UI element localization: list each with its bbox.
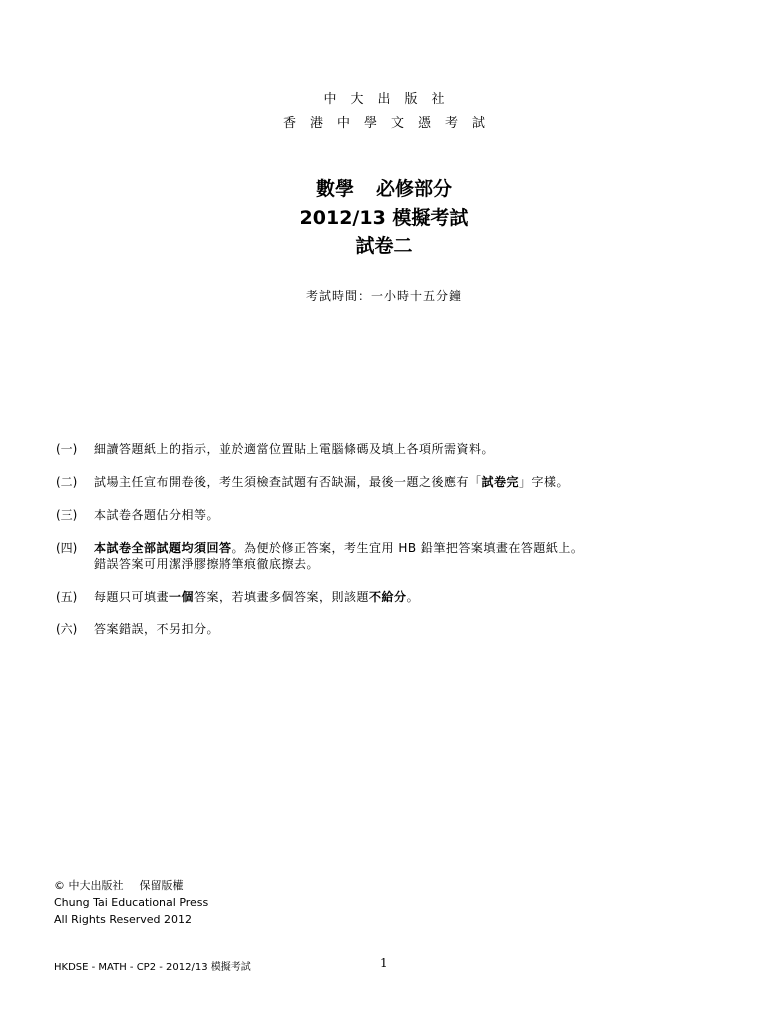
instruction-number: (二) [56, 475, 78, 489]
emphasis-text: 試卷完 [481, 475, 520, 489]
instruction-number: (五) [56, 590, 78, 604]
instruction-text: 試場主任宣布開卷後，考生須檢查試題有否缺漏，最後一題之後應有「試卷完」字樣。 [94, 475, 570, 489]
instruction-number: (一) [56, 442, 78, 456]
instruction-text: 細讀答題紙上的指示，並於適當位置貼上電腦條碼及填上各項所需資料。 [94, 442, 495, 456]
subject-name: 數學 [315, 178, 354, 200]
instruction-text: 答案錯誤，不另扣分。 [94, 622, 220, 636]
exam-title: 2012/13 模擬考試 [299, 207, 469, 229]
instruction-text: 每題只可填畫一個答案，若填畫多個答案，則該題不給分。 [94, 590, 420, 604]
subject-title [0, 174, 768, 201]
copyright-notice [54, 877, 208, 928]
rights-reserved-zh: 保留版權 [139, 879, 184, 892]
publisher-english: Chung Tai Educational Press [54, 896, 209, 909]
footer-code: HKDSE - MATH - CP2 - 2012/13 模擬考試 [54, 962, 251, 973]
instruction-text: 本試卷全部試題均須回答。為便於修正答案，考生宜用 HB 鉛筆把答案填畫在答題紙上。 錯誤答案可用潔淨膠擦將筆痕徹底擦去。 [94, 541, 584, 571]
emphasis-text: 不給分 [369, 590, 407, 604]
publisher-name: 中大出版社 [323, 92, 459, 107]
rights-reserved-en: All Rights Reserved 2012 [54, 913, 193, 926]
emphasis-text: 本試卷全部試題均須回答 [94, 541, 232, 555]
page-number: 1 [380, 956, 388, 970]
instruction-number: (六) [56, 622, 78, 636]
instruction-number: (四) [56, 541, 78, 555]
exam-name: 香港中學文憑考試 [282, 116, 499, 131]
copyright-holder: © 中大出版社 [54, 879, 124, 892]
subject-part: 必修部分 [376, 178, 453, 200]
exam-duration: 考試時間：一小時十五分鐘 [305, 289, 462, 303]
instruction-text: 本試卷各題佔分相等。 [94, 508, 220, 522]
emphasis-text: 一個 [169, 590, 195, 604]
instruction-number: (三) [56, 508, 78, 522]
paper-title: 試卷二 [355, 235, 413, 257]
